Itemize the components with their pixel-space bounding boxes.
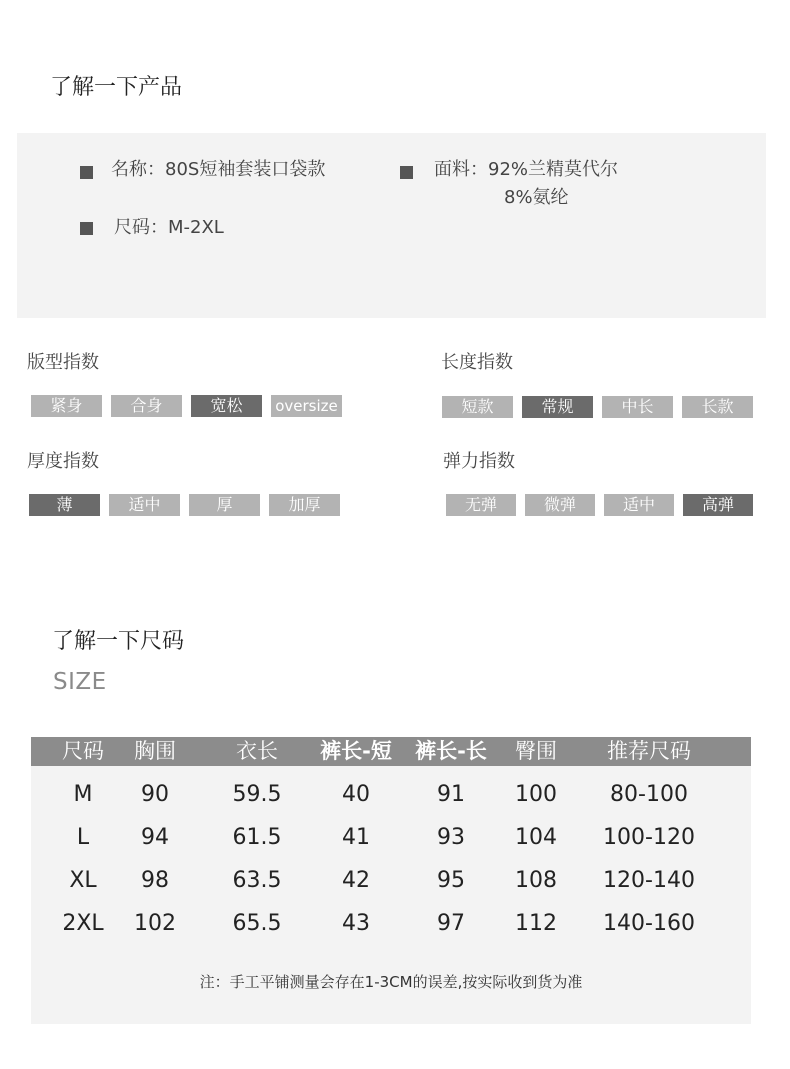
product-name: 名称：80S短袖套装口袋款	[111, 159, 326, 180]
length-index-label: 长度指数	[441, 352, 513, 373]
product-section-title: 了解一下产品	[50, 75, 183, 100]
table-cell: 112	[515, 911, 557, 936]
table-cell: 91	[437, 782, 465, 807]
header-size: 尺码	[62, 739, 104, 763]
header-top-length: 衣长	[236, 739, 278, 763]
table-cell: 40	[342, 782, 370, 807]
elasticity-option-none: 无弹	[446, 494, 516, 516]
fit-index-label: 版型指数	[27, 352, 99, 373]
table-cell: 102	[134, 911, 176, 936]
fit-option-loose: 宽松	[191, 395, 262, 417]
bullet-square-icon	[80, 222, 93, 235]
table-cell: 2XL	[62, 911, 104, 936]
fit-option-regular: 合身	[111, 395, 182, 417]
table-cell: M	[73, 782, 93, 807]
table-cell: 59.5	[232, 782, 282, 807]
thickness-option-thick: 厚	[189, 494, 260, 516]
table-cell: 61.5	[232, 825, 282, 850]
product-fabric-line2: 8%氨纶	[504, 187, 569, 208]
table-cell: XL	[69, 868, 97, 893]
product-fabric: 面料：92%兰精莫代尔	[434, 159, 619, 180]
table-cell: 140-160	[603, 911, 695, 936]
length-option-short: 短款	[442, 396, 513, 418]
table-cell: 94	[141, 825, 169, 850]
table-row	[31, 816, 751, 859]
fit-index-options	[31, 395, 342, 417]
size-table	[31, 737, 751, 1024]
product-size-range: 尺码：M-2XL	[114, 217, 224, 238]
table-cell: 100	[515, 782, 557, 807]
table-cell: 100-120	[603, 825, 695, 850]
length-option-medium-long: 中长	[602, 396, 673, 418]
table-cell: 97	[437, 911, 465, 936]
bullet-square-icon	[80, 166, 93, 179]
thickness-option-medium: 适中	[109, 494, 180, 516]
size-section-title: 了解一下尺码	[52, 629, 185, 654]
table-cell: 98	[141, 868, 169, 893]
table-cell: 80-100	[610, 782, 688, 807]
table-cell: 104	[515, 825, 557, 850]
length-option-regular: 常规	[522, 396, 593, 418]
thickness-option-thin: 薄	[29, 494, 100, 516]
measurement-note: 注：手工平铺测量会存在1-3CM的误差,按实际收到货为准	[199, 973, 583, 991]
header-pants-length: 裤长-长	[415, 739, 487, 763]
table-cell: 41	[342, 825, 370, 850]
table-cell: 43	[342, 911, 370, 936]
table-cell: 108	[515, 868, 557, 893]
table-cell: 120-140	[603, 868, 695, 893]
table-cell: 95	[437, 868, 465, 893]
table-cell: 65.5	[232, 911, 282, 936]
elasticity-index-label: 弹力指数	[443, 451, 515, 472]
thickness-index-label: 厚度指数	[27, 451, 99, 472]
elasticity-option-high: 高弹	[683, 494, 753, 516]
fit-option-oversize: oversize	[271, 395, 342, 417]
size-table-header	[31, 737, 751, 766]
header-hip: 臀围	[515, 739, 557, 763]
table-cell: L	[76, 825, 90, 850]
table-row	[31, 902, 751, 945]
table-cell: 42	[342, 868, 370, 893]
fit-option-tight: 紧身	[31, 395, 102, 417]
elasticity-option-slight: 微弹	[525, 494, 595, 516]
header-chest: 胸围	[134, 739, 176, 763]
size-section-subtitle: SIZE	[53, 669, 107, 695]
table-row	[31, 773, 751, 816]
product-info-panel	[17, 133, 766, 318]
table-cell: 63.5	[232, 868, 282, 893]
table-cell: 93	[437, 825, 465, 850]
bullet-square-icon	[400, 166, 413, 179]
table-row	[31, 859, 751, 902]
thickness-option-extra-thick: 加厚	[269, 494, 340, 516]
thickness-index-options	[29, 494, 340, 516]
header-shorts-length: 裤长-短	[320, 739, 392, 763]
header-recommended-size: 推荐尺码	[607, 739, 691, 763]
length-option-long: 长款	[682, 396, 753, 418]
elasticity-index-options	[446, 494, 753, 516]
elasticity-option-medium: 适中	[604, 494, 674, 516]
table-cell: 90	[141, 782, 169, 807]
length-index-options	[442, 396, 753, 418]
